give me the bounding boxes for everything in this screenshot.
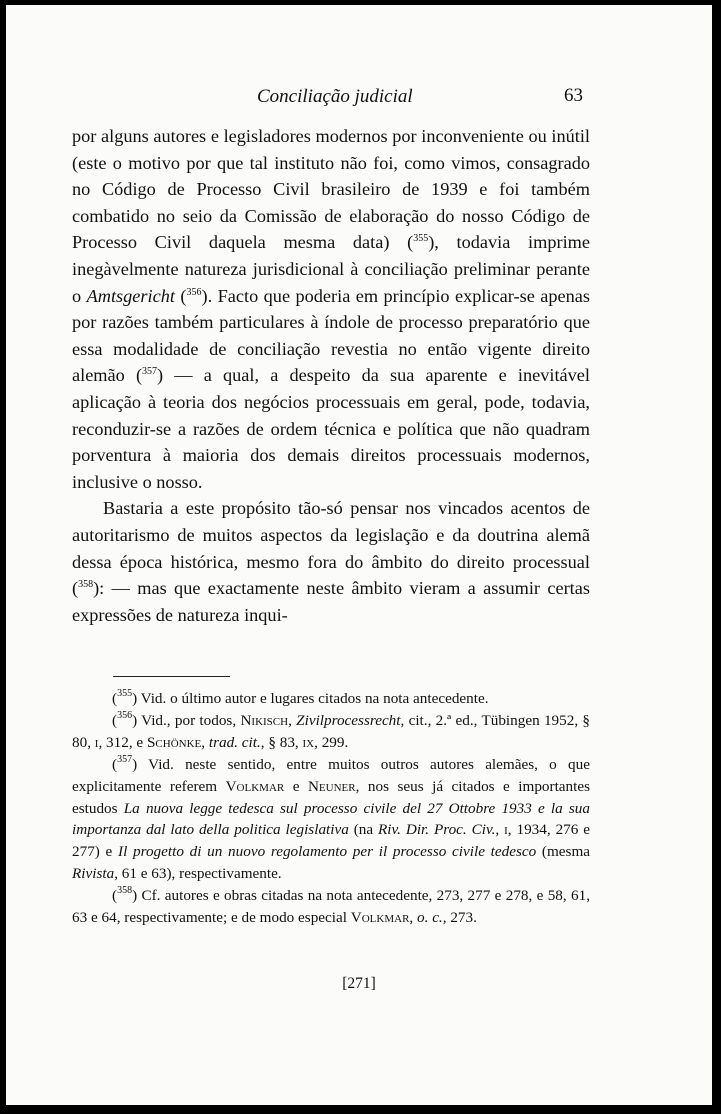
running-title: Conciliação judicial bbox=[257, 86, 413, 107]
running-header bbox=[6, 83, 712, 113]
footnote-358: ($^{358}$) Cf. autores e obras citadas na nota antecedente, 273, 277 e 278, e 58, 61, 63 e 64, respectivamente; e de modo especial Volkmar, o. c., 273. bbox=[72, 885, 590, 927]
footnotes bbox=[72, 688, 590, 929]
footnote-ref-355: 355 bbox=[413, 233, 429, 245]
footnote-356: ($^{356}$) Vid., por todos, Nikisch, Zivilprocessrecht, cit., 2.ª ed., Tübingen 1952, § 80, i, 312, e Schönke, trad. cit., § 83, ix, 299. bbox=[72, 709, 591, 751]
paragraph-1: por alguns autores e legisladores modernos por inconveniente ou inútil (este o motivo por que tal instituto não foi, como vimos, consagrado no Código de Processo Civil brasileiro de 1939 e foi também combatido no seio da Comissão de elaboração do nosso Código de Processo Civil daquela mesma data) ($^{355}$), todavia imprime inegàvelmente natureza jurisdicional à conciliação preliminar perante o Amtsgericht ($^{356}$). Facto que poderia em princípio explicar-se apenas por razões também particulares à índole de processo preparatório que essa modalidade de conciliação revestia no então vigente direito alemão ($^{357}$) — a qual, a despeito da sua aparente e inevitável aplicação à teoria dos negócios processuais em geral, pode, todavia, reconduzir-se a razões de ordem técnica e política que não quadram porventura à maioria dos demais direitos processuais modernos, inclusive o nosso. bbox=[72, 126, 590, 492]
footnote-ref-357: 357 bbox=[142, 366, 158, 378]
main-text bbox=[72, 123, 590, 628]
book-page bbox=[6, 5, 712, 1105]
footnote-ref-358: 358 bbox=[78, 579, 94, 591]
footnote-separator bbox=[113, 676, 230, 677]
footnote-ref-356: 356 bbox=[186, 286, 202, 298]
page-number: 63 bbox=[564, 85, 583, 106]
paragraph-2: Bastaria a este propósito tão-só pensar nos vincados acentos de autoritarismo de muitos aspectos da legislação e da doutrina alemã dessa época histórica, mesmo fora do âmbito do direito processual ($^{358}$): — mas que exactamente neste âmbito vieram a assumir certas expressões de natureza inqui- bbox=[72, 498, 590, 625]
printer-page-number: [271] bbox=[342, 975, 376, 992]
amtsgericht-term: Amtsgericht bbox=[86, 285, 175, 306]
footnote-355: ($^{355}$) Vid. o último autor e lugares citados na nota antecedente. bbox=[112, 688, 489, 707]
footnote-357: ($^{357}$) Vid. neste sentido, entre muitos outros autores alemães, o que explicitamente referem Volkmar e Neuner, nos seus já citados e importantes estudos La nuova legge tedesca sul processo civile del 27 Ottobre 1933 e la sua importanza dal lato della politica legislativa (na Riv. Dir. Proc. Civ., i, 1934, 276 e 277) e Il progetto di un nuovo regolamento per il processo civile tedesco (mesma Rivista, 61 e 63), respectivamente. bbox=[72, 753, 590, 883]
